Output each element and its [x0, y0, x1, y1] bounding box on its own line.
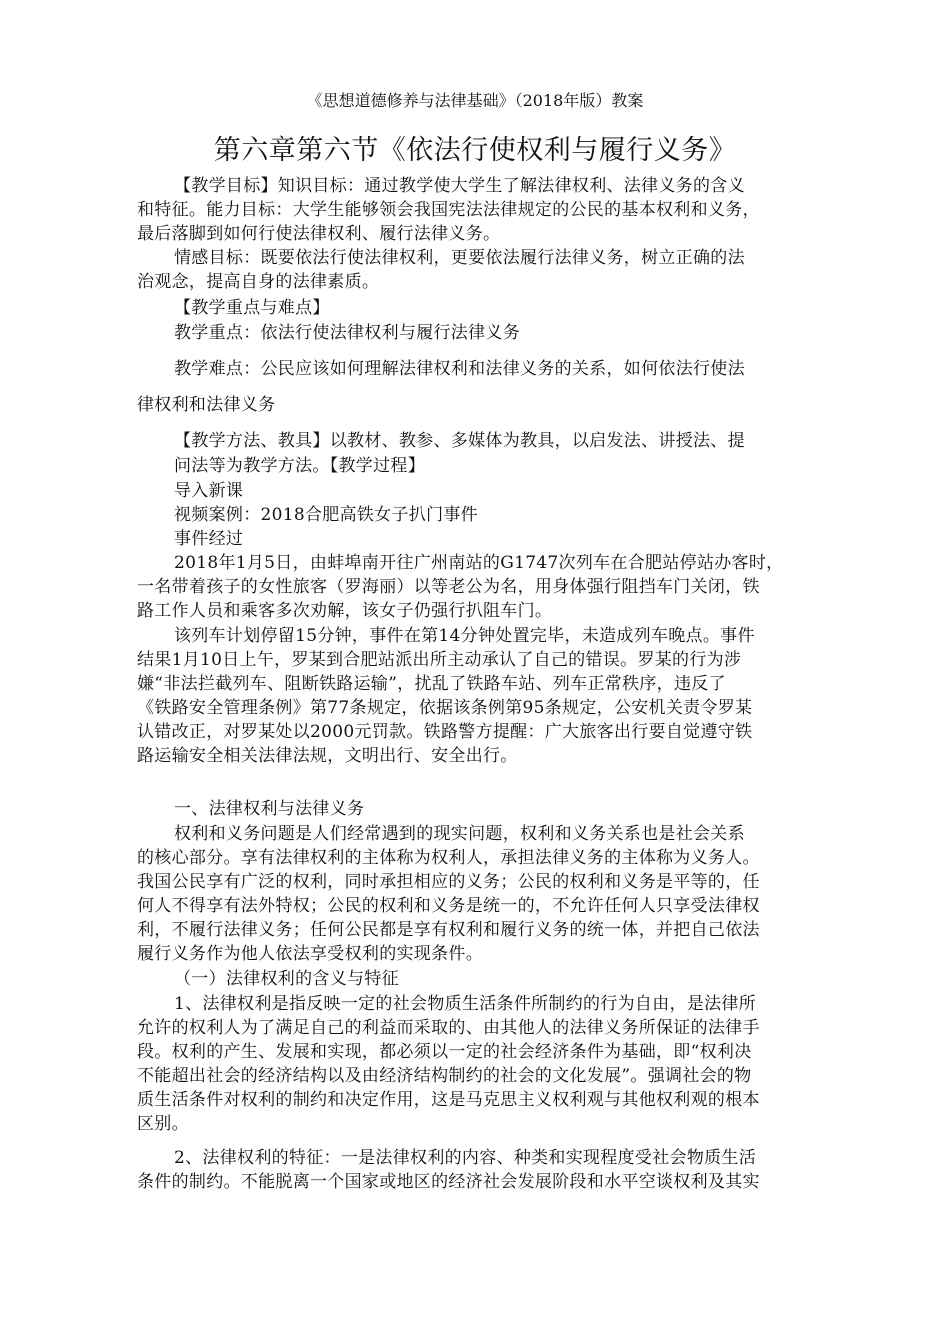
text-line: 区别。 — [137, 1114, 189, 1134]
text-line: 的核心部分。享有法律权利的主体称为权利人，承担法律义务的主体称为义务人。 — [137, 848, 760, 868]
text-line: 教学难点：公民应该如何理解法律权利和法律义务的关系，如何依法行使法 — [174, 359, 745, 379]
document-title: 第六章第六节《依法行使权利与履行义务》 — [213, 135, 737, 166]
text-line: 认错改正，对罗某处以2000元罚款。铁路警方提醒：广大旅客出行要自觉遵守铁 — [137, 722, 753, 742]
text-line: 情感目标：既要依法行使法律权利，更要依法履行法律义务，树立正确的法 — [174, 248, 745, 268]
text-line: 律权利和法律义务 — [137, 395, 276, 415]
text-line: 我国公民享有广泛的权利，同时承担相应的义务；公民的权利和义务是平等的，任 — [137, 872, 760, 892]
section-heading: 一、法律权利与法律义务 — [174, 799, 365, 819]
text-line: 条件的制约。不能脱离一个国家或地区的经济社会发展阶段和水平空谈权利及其实 — [137, 1172, 760, 1192]
text-line: 教学重点：依法行使法律权利与履行法律义务 — [174, 323, 520, 343]
text-line: 导入新课 — [174, 481, 244, 501]
text-line: 何人不得享有法外特权；公民的权利和义务是统一的，不允许任何人只享受法律权 — [137, 896, 760, 916]
text-line: 2、法律权利的特征：一是法律权利的内容、种类和实现程度受社会物质生活 — [174, 1148, 757, 1168]
text-line: 不能超出社会的经济结构以及由经济结构制约的社会的文化发展”。强调社会的物 — [137, 1066, 752, 1086]
text-line: 【教学目标】知识目标：通过教学使大学生了解法律权利、法律义务的含义 — [174, 176, 745, 196]
text-line: 视频案例：2018合肥高铁女子扒门事件 — [174, 505, 478, 525]
text-line: 1、法律权利是指反映一定的社会物质生活条件所制约的行为自由，是法律所 — [174, 994, 757, 1014]
text-line: 《铁路安全管理条例》第77条规定，依据该条例第95条规定，公安机关责令罗某 — [137, 698, 753, 718]
text-line: 允许的权利人为了满足自己的利益而采取的、由其他人的法律义务所保证的法律手 — [137, 1018, 760, 1038]
text-line: 履行义务作为他人依法享受权利的实现条件。 — [137, 944, 483, 964]
section-heading: 【教学重点与难点】 — [174, 298, 330, 318]
text-line: 最后落脚到如何行使法律权利、履行法律义务。 — [137, 224, 501, 244]
text-line: 和特征。能力目标：大学生能够领会我国宪法法律规定的公民的基本权利和义务， — [137, 200, 760, 220]
text-line: 段。权利的产生、发展和实现，都必须以一定的社会经济条件为基础，即“权利决 — [137, 1042, 752, 1062]
text-line: 利，不履行法律义务；任何公民都是享有权利和履行义务的统一体，并把自己依法 — [137, 920, 760, 940]
text-line: 路运输安全相关法律法规，文明出行、安全出行。 — [137, 746, 518, 766]
text-line: 质生活条件对权利的制约和决定作用，这是马克思主义权利观与其他权利观的根本 — [137, 1090, 760, 1110]
section-heading: （一）法律权利的含义与特征 — [174, 969, 399, 989]
text-line: 治观念，提高自身的法律素质。 — [137, 272, 380, 292]
text-line: 问法等为教学方法。【教学过程】 — [174, 456, 425, 476]
text-line: 【教学方法、教具】以教材、教参、多媒体为教具，以启发法、讲授法、提 — [174, 431, 745, 451]
text-line: 该列车计划停留15分钟，事件在第14分钟处置完毕，未造成列车晚点。事件 — [174, 626, 755, 646]
text-line: 结果1月10日上午，罗某到合肥站派出所主动承认了自己的错误。罗某的行为涉 — [137, 650, 742, 670]
text-line: 路工作人员和乘客多次劝解，该女子仍强行扒阻车门。 — [137, 601, 553, 621]
text-line: 嫌“非法拦截列车、阻断铁路运输”，扰乱了铁路车站、列车正常秩序，违反了 — [137, 674, 726, 694]
text-line: 一名带着孩子的女性旅客（罗海丽）以等老公为名，用身体强行阻挡车门关闭，铁 — [137, 577, 760, 597]
text-line: 事件经过 — [174, 529, 244, 549]
text-line: 权利和义务问题是人们经常遇到的现实问题，权利和义务关系也是社会关系 — [174, 824, 745, 844]
text-line: 2018年1月5日，由蚌埠南开往广州南站的G1747次列车在合肥站停站办客时， — [174, 553, 784, 573]
document-subtitle: 《思想道德修养与法律基础》（2018年版）教案 — [306, 91, 644, 110]
